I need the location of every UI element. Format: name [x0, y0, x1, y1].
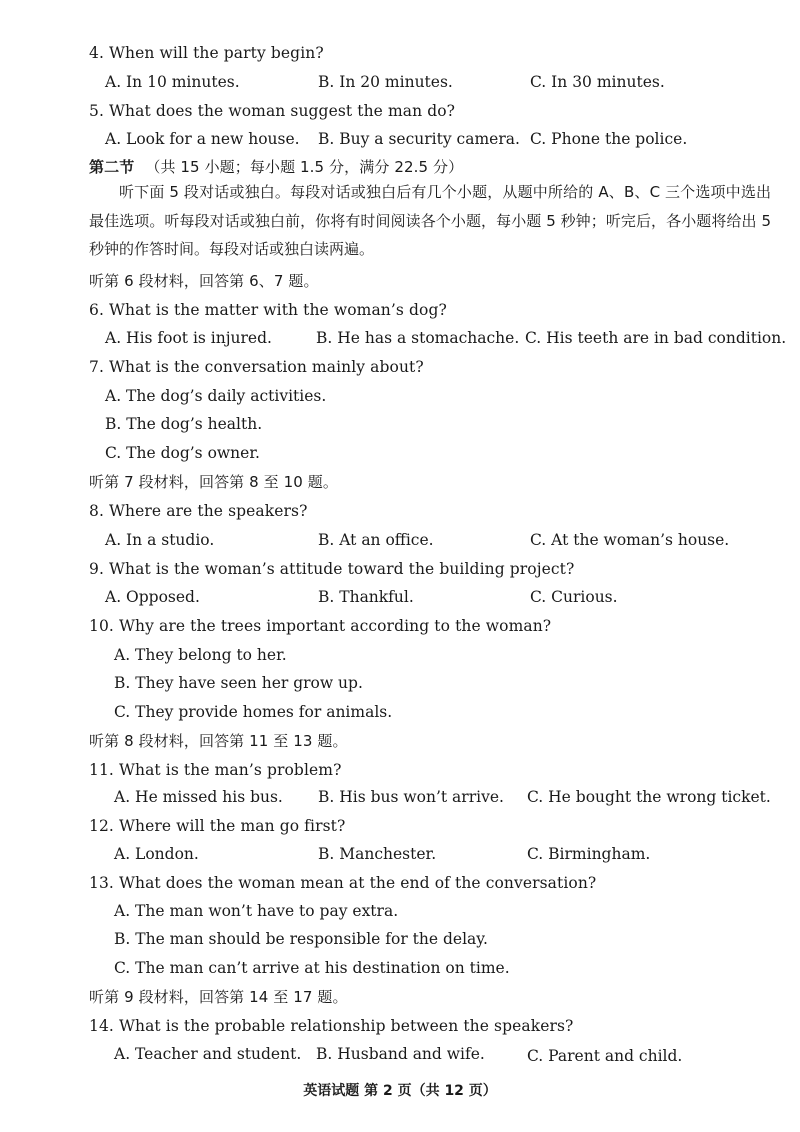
material-6-label: 听第 6 段材料，回答第 6、7 题。	[89, 272, 319, 290]
question-14-option-b[interactable]: B. Husband and wife.	[316, 1045, 485, 1063]
question-13-option-c[interactable]: C. The man can’t arrive at his destination on time.	[114, 959, 510, 977]
question-12-option-b[interactable]: B. Manchester.	[318, 845, 437, 863]
section-2-scoring: （共 15 小题；每小题 1.5 分，满分 22.5 分）	[145, 158, 464, 176]
question-10-option-c[interactable]: C. They provide homes for animals.	[114, 703, 393, 721]
question-13-option-a[interactable]: A. The man won’t have to pay extra.	[114, 902, 399, 920]
question-12-option-c[interactable]: C. Birmingham.	[527, 845, 651, 863]
material-8-label: 听第 8 段材料，回答第 11 至 13 题。	[89, 732, 348, 750]
question-6-option-b[interactable]: B. He has a stomachache.	[316, 329, 520, 347]
question-7-stem: 7. What is the conversation mainly about?	[89, 358, 424, 376]
question-14-option-c[interactable]: C. Parent and child.	[527, 1047, 683, 1065]
question-5-option-b[interactable]: B. Buy a security camera.	[318, 130, 520, 148]
section-2-title: 第二节	[89, 158, 135, 176]
question-9-option-c[interactable]: C. Curious.	[530, 588, 618, 606]
question-4-stem: 4. When will the party begin?	[89, 44, 324, 62]
question-9-option-a[interactable]: A. Opposed.	[105, 588, 200, 606]
question-10-stem: 10. Why are the trees important according to the woman?	[89, 617, 552, 635]
section-2-instructions: 听下面 5 段对话或独白。每段对话或独白后有几个小题，从题中所给的 A、B、C 三个选项中选出最佳选项。听每段对话或独白前，你将有时间阅读各个小题，每小题 5 秒钟；听完后，各小题将给出 5 秒钟的作答时间。每段对话或独白读两遍。	[89, 183, 771, 258]
question-9-stem: 9. What is the woman’s attitude toward the building project?	[89, 560, 575, 578]
question-7-option-b[interactable]: B. The dog’s health.	[105, 415, 263, 433]
question-5-option-a[interactable]: A. Look for a new house.	[105, 130, 300, 148]
question-4-option-a[interactable]: A. In 10 minutes.	[105, 73, 240, 91]
question-8-stem: 8. Where are the speakers?	[89, 502, 308, 520]
question-5-option-c[interactable]: C. Phone the police.	[530, 130, 688, 148]
question-11-option-a[interactable]: A. He missed his bus.	[114, 788, 283, 806]
question-11-option-b[interactable]: B. His bus won’t arrive.	[318, 788, 504, 806]
material-9-label: 听第 9 段材料，回答第 14 至 17 题。	[89, 988, 348, 1006]
question-9-option-b[interactable]: B. Thankful.	[318, 588, 414, 606]
question-10-option-a[interactable]: A. They belong to her.	[114, 646, 287, 664]
question-4-option-c[interactable]: C. In 30 minutes.	[530, 73, 665, 91]
question-8-option-b[interactable]: B. At an office.	[318, 531, 434, 549]
material-7-label: 听第 7 段材料，回答第 8 至 10 题。	[89, 473, 338, 491]
question-12-option-a[interactable]: A. London.	[114, 845, 199, 863]
question-14-stem: 14. What is the probable relationship between the speakers?	[89, 1017, 574, 1035]
question-5-stem: 5. What does the woman suggest the man do?	[89, 102, 456, 120]
question-11-stem: 11. What is the man’s problem?	[89, 761, 342, 779]
question-7-option-a[interactable]: A. The dog’s daily activities.	[105, 387, 327, 405]
question-6-stem: 6. What is the matter with the woman’s dog?	[89, 301, 447, 319]
question-8-option-a[interactable]: A. In a studio.	[105, 531, 215, 549]
question-6-option-c[interactable]: C. His teeth are in bad condition.	[525, 329, 787, 347]
question-8-option-c[interactable]: C. At the woman’s house.	[530, 531, 730, 549]
question-7-option-c[interactable]: C. The dog’s owner.	[105, 444, 260, 462]
question-14-option-a[interactable]: A. Teacher and student.	[114, 1045, 302, 1063]
question-4-option-b[interactable]: B. In 20 minutes.	[318, 73, 453, 91]
question-12-stem: 12. Where will the man go first?	[89, 817, 346, 835]
question-13-option-b[interactable]: B. The man should be responsible for the delay.	[114, 930, 488, 948]
question-13-stem: 13. What does the woman mean at the end of the conversation?	[89, 874, 597, 892]
section-2-heading	[89, 157, 463, 177]
page-footer: 英语试题 第 2 页（共 12 页）	[303, 1083, 497, 1099]
question-11-option-c[interactable]: C. He bought the wrong ticket.	[527, 788, 771, 806]
question-10-option-b[interactable]: B. They have seen her grow up.	[114, 674, 363, 692]
question-6-option-a[interactable]: A. His foot is injured.	[105, 329, 272, 347]
